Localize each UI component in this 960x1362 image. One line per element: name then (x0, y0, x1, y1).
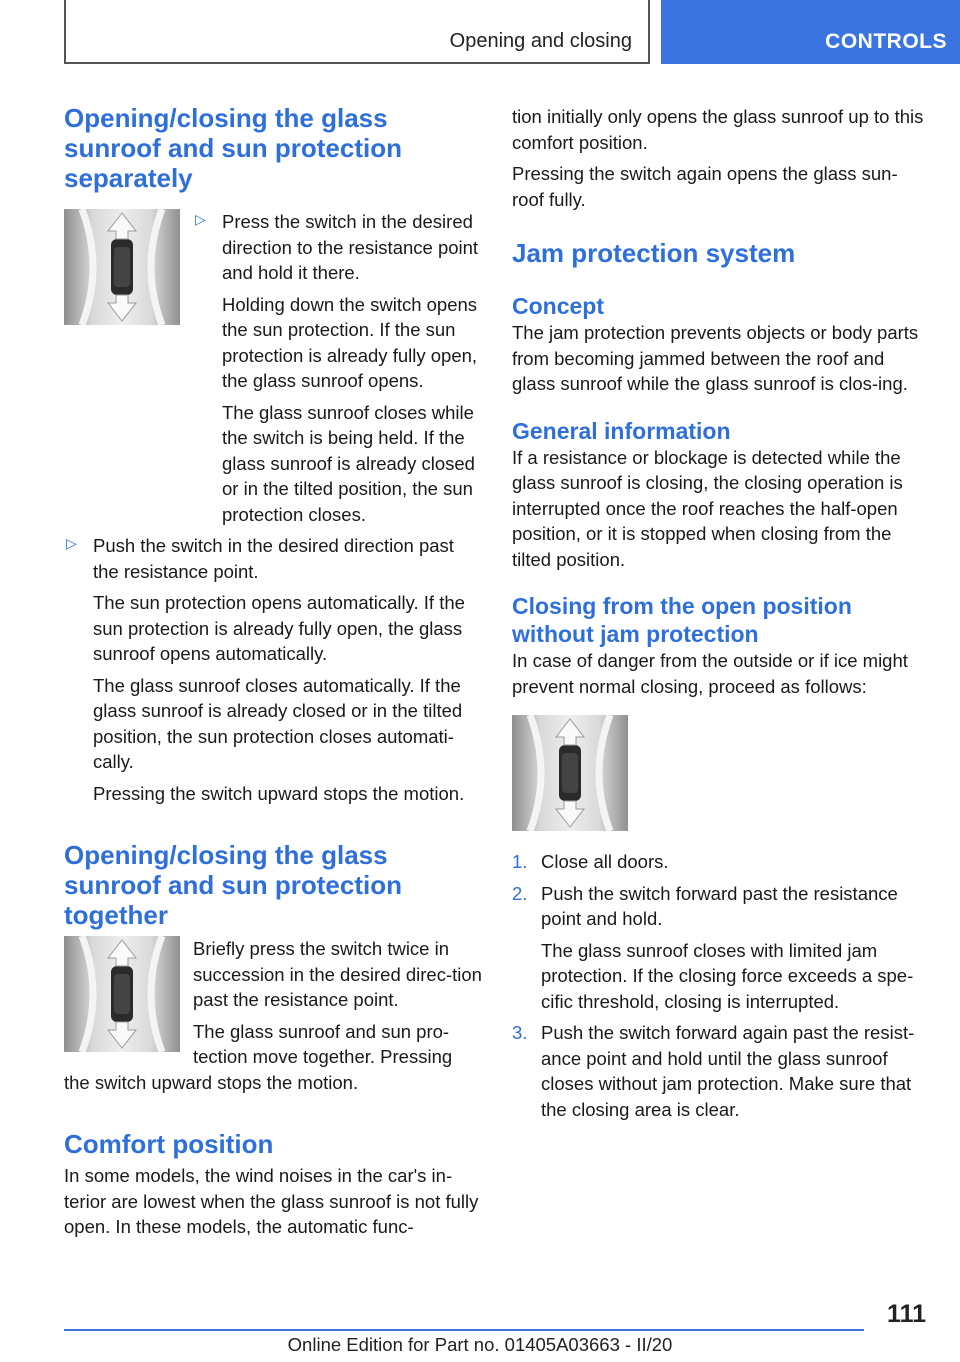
together-paragraph: The glass sunroof and sun pro‐tection move together. Pressing the switch upward stops the motion. (64, 1020, 453, 1093)
footer-edition: Online Edition for Part no. 01405A03663 - II/20 (287, 1334, 673, 1355)
heading-general: General information (512, 417, 731, 444)
heading-together: Opening/closing the glass sunroof and sun protection together (64, 840, 402, 930)
heading-closing: Closing from the open position without jam protection (512, 593, 852, 647)
step-text: Push the switch forward again past the resist‐ance point and hold until the glass sunroof closes without jam protection. Make sure that the closing area is clear. (541, 1022, 915, 1120)
sunroof-switch-image (64, 209, 180, 325)
bullet-subtext: The glass sunroof closes automatically. If the glass sunroof is already closed or in the tilted position, the sun protection closes automati‐cally. (93, 674, 463, 772)
separately-block (64, 209, 482, 533)
comfort-paragraph: Pressing the switch again opens the glass sun‐roof fully. (512, 163, 898, 210)
concept-paragraph: The jam protection prevents objects or body parts from becoming jammed between the roof and glass sunroof while the glass sunroof is clos‐ing. (512, 322, 919, 394)
sunroof-switch-image (64, 936, 180, 1052)
sunroof-switch-illustration (512, 715, 628, 831)
bullet-subtext: Pressing the switch upward stops the motion. (93, 782, 465, 804)
right-column (512, 104, 926, 1128)
step-item (512, 881, 926, 1015)
bullet-subtext: Holding down the switch opens the sun protection. If the sun protection is already fully open, the glass sunroof opens. (222, 293, 478, 391)
step-number: 3. (512, 1022, 528, 1043)
left-column (64, 100, 482, 1246)
step-number: 1. (512, 851, 528, 872)
comfort-paragraph-cont: tion initially only opens the glass sunroof up to this comfort position. (512, 106, 924, 153)
bullet-item (64, 533, 482, 806)
section-title: Opening and closing (449, 30, 632, 52)
bullet-text: Press the switch in the desired direction to the resistance point and hold it there. (222, 211, 479, 283)
sunroof-switch-illustration (64, 209, 180, 325)
sunroof-switch-illustration (64, 936, 180, 1052)
comfort-paragraph: In some models, the wind noises in the car's in‐terior are lowest when the glass sunroof is not fully open. In these models, the automatic func‐ (64, 1165, 479, 1237)
page-number: 111 (887, 1300, 926, 1328)
closing-paragraph: In case of danger from the outside or if ice might prevent normal closing, proceed as follows: (512, 650, 908, 697)
heading-separately: Opening/closing the glass sunroof and sun protection separately (64, 103, 402, 193)
step-item (512, 849, 926, 875)
together-block (64, 936, 482, 1095)
sunroof-switch-image (512, 715, 628, 831)
triangle-bullet-icon: ▷ (66, 535, 77, 551)
step-number: 2. (512, 882, 528, 904)
bullet-subtext: The glass sunroof closes while the switch is being held. If the glass sunroof is already closed or in the tilted position, the sun protection closes. (222, 401, 475, 525)
footer-divider (64, 1329, 864, 1331)
general-paragraph: If a resistance or blockage is detected while the glass sunroof is closing, the closing operation is interrupted once the roof reaches the half-open position, or it is stopped when closing from the tilted position. (512, 446, 903, 570)
step-text: Push the switch forward past the resistance point and hold. (541, 882, 898, 929)
chapter-tab-label: CONTROLS (825, 30, 947, 53)
step-text: Close all doors. (541, 851, 669, 872)
step-item (512, 1020, 926, 1122)
step-subtext: The glass sunroof closes with limited jam protection. If the closing force exceeds a spe‐cific threshold, closing is interrupted. (541, 939, 914, 1012)
heading-concept: Concept (512, 293, 604, 319)
chapter-tab[interactable] (661, 0, 960, 64)
header-section-box (64, 0, 650, 64)
heading-comfort: Comfort position (64, 1129, 274, 1159)
together-paragraph: Briefly press the switch twice in succession in the desired direc‐tion past the resistance point. (193, 938, 482, 1010)
bullet-text: Push the switch in the desired direction past the resistance point. (93, 535, 454, 582)
bullet-item (193, 209, 482, 527)
bullet-subtext: The sun protection opens automatically. If the sun protection is already fully open, the glass sunroof opens automatically. (93, 592, 465, 664)
triangle-bullet-icon: ▷ (195, 211, 206, 227)
heading-jam: Jam protection system (512, 238, 796, 268)
